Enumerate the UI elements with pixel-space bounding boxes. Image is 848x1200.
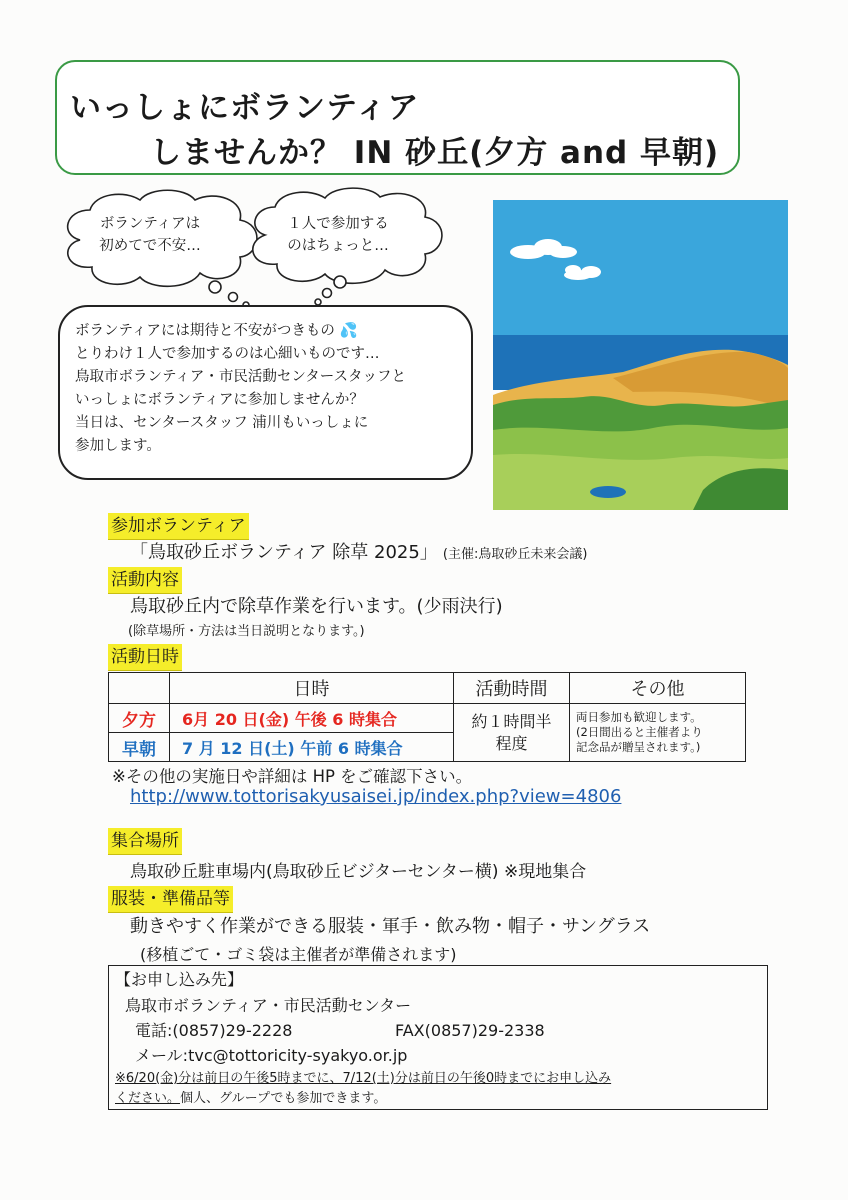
datetime-evening: 6月 20 日(金) 午後 6 時集合	[170, 704, 454, 733]
speech-text: ボランティアには期待と不安がつきもの 💦 とりわけ１人で参加するのは心細いものです… 鳥取市ボランティア・市民活動センタースタッフと いっしょにボランティアに参加しませんか？ 当日は、センタースタッフ 浦川もいっしょに 参加します。	[75, 323, 407, 454]
info-link[interactable]: http://www.tottorisakyusaisei.jp/index.php?view=4806	[130, 786, 622, 807]
session-evening: 夕方	[109, 704, 170, 733]
apply-heading: 【お申し込み先】	[115, 970, 244, 989]
session-morning: 早朝	[109, 733, 170, 762]
duration-cell: 約１時間半 程度	[454, 704, 570, 762]
volunteer-name: 「鳥取砂丘ボランティア 除草 2025」	[130, 542, 438, 563]
cloud-1-text: ボランティアは 初めてで不安…	[99, 216, 201, 254]
schedule-header-duration: 活動時間	[454, 673, 570, 704]
schedule-header-blank	[109, 673, 170, 704]
meeting-text: 鳥取砂丘駐車場内(鳥取砂丘ビジターセンター横) ※現地集合	[130, 862, 587, 882]
datetime-morning: 7 月 12 日(土) 午前 6 時集合	[170, 733, 454, 762]
title-line-2: しませんか？ IN 砂丘(夕方 and 早朝)	[150, 135, 720, 171]
schedule-header-datetime: 日時	[170, 673, 454, 704]
activity-text: 鳥取砂丘内で除草作業を行います。(少雨決行)	[130, 596, 503, 617]
other-cell: 両日参加も歓迎します。 (2日間出ると主催者より 記念品が贈呈されます。)	[570, 704, 746, 762]
volunteer-name-line	[130, 540, 587, 566]
apply-tel: 電話:(0857)29-2228	[135, 1021, 293, 1040]
sand-dune-illustration	[493, 200, 788, 510]
apply-mail: メール:tvc@tottoricity-syakyo.or.jp	[135, 1046, 408, 1065]
sweat-drop-icon: 💦	[339, 323, 358, 339]
gear-text: 動きやすく作業ができる服装・軍手・飲み物・帽子・サングラス	[130, 916, 651, 937]
gear-note: (移植ごて・ゴミ袋は主催者が準備されます)	[140, 945, 457, 964]
volunteer-label: 参加ボランティア	[108, 513, 249, 540]
hp-note: ※その他の実施日や詳細は HP をご確認下さい。	[112, 767, 473, 786]
activity-label: 活動内容	[108, 567, 182, 594]
meeting-label: 集合場所	[108, 828, 182, 855]
datetime-label: 活動日時	[108, 644, 182, 671]
apply-deadline: ※6/20(金)分は前日の午後5時までに、7/12(土)分は前日の午後0時までにお申し込み ください。個人、グループでも参加できます。	[115, 1071, 612, 1106]
schedule-header-other: その他	[570, 673, 746, 704]
apply-org: 鳥取市ボランティア・市民活動センター	[125, 996, 412, 1015]
title-line-1: いっしょにボランティア	[70, 90, 420, 126]
gear-label: 服装・準備品等	[108, 886, 233, 913]
activity-note: (除草場所・方法は当日説明となります。)	[128, 624, 365, 639]
cloud-2-text: １人で参加する のはちょっと…	[287, 216, 389, 254]
volunteer-host: (主催:鳥取砂丘未来会議)	[442, 547, 588, 562]
apply-fax: FAX(0857)29-2338	[395, 1021, 545, 1040]
schedule-table	[108, 672, 746, 762]
